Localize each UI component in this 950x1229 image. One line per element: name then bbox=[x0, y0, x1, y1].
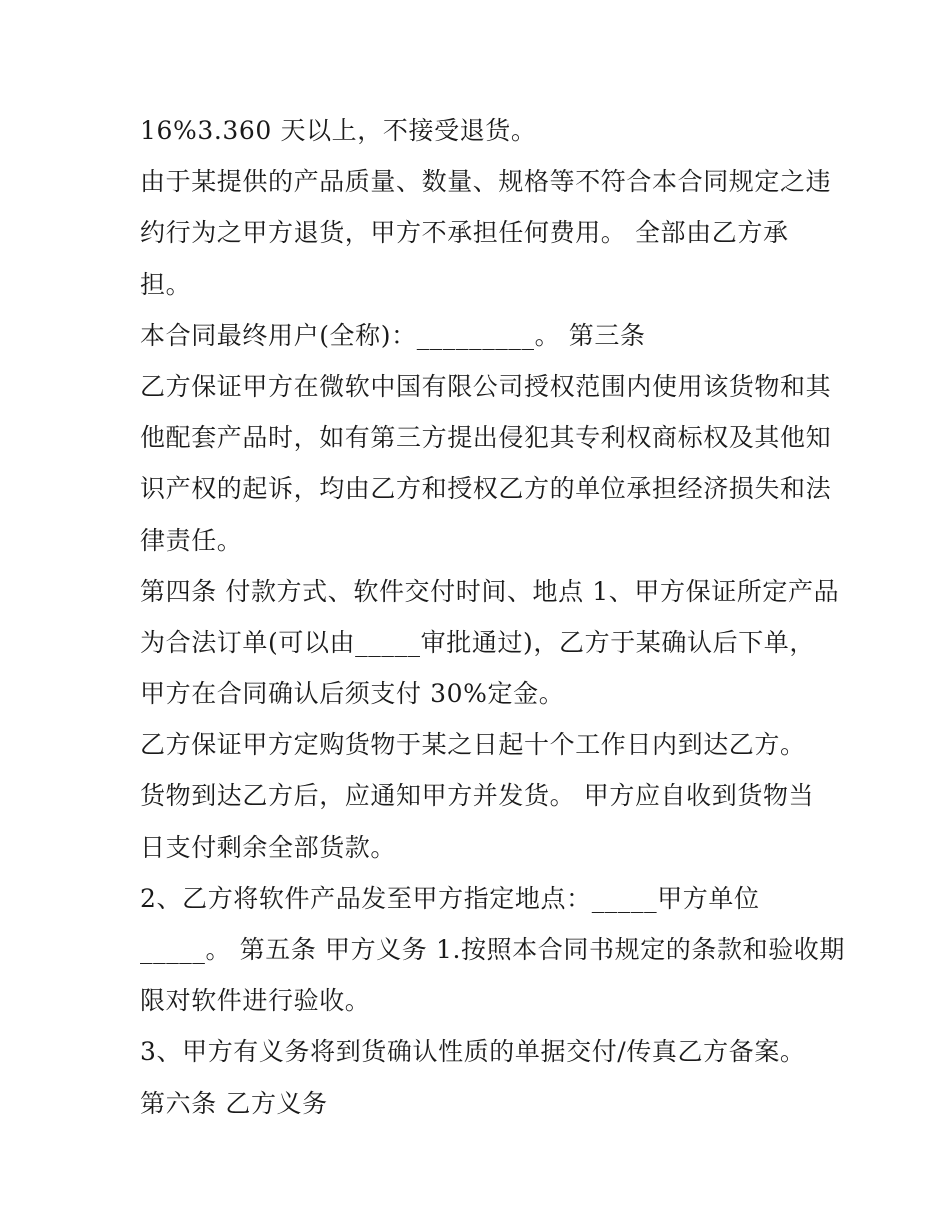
text-line: 为合法订单(可以由_____审批通过)，乙方于某确认后下单， bbox=[140, 627, 816, 657]
text-line: 第四条 付款方式、软件交付时间、地点 1、甲方保证所定产品 bbox=[140, 576, 840, 606]
text-line: 律责任。 bbox=[140, 525, 243, 555]
text-line: 甲方在合同确认后须支付 30%定金。 bbox=[140, 679, 565, 709]
text-line: 本合同最终用户(全称)：_________。 第三条 bbox=[140, 320, 646, 350]
text-line: 识产权的起诉，均由乙方和授权乙方的单位承担经济损失和法 bbox=[140, 474, 832, 504]
text-line: 2、乙方将软件产品发至甲方指定地点：_____甲方单位 bbox=[140, 883, 760, 913]
contract-body bbox=[140, 105, 845, 1129]
text-line: 16%3.360 天以上，不接受退货。 bbox=[140, 116, 537, 145]
text-line: 担。 bbox=[140, 269, 192, 299]
text-line: 乙方保证甲方在微软中国有限公司授权范围内使用该货物和其 bbox=[140, 371, 832, 401]
text-line: _____。 第五条 甲方义务 1.按照本合同书规定的条款和验收期 bbox=[140, 935, 845, 964]
text-line: 他配套产品时，如有第三方提出侵犯其专利权商标权及其他知 bbox=[140, 423, 832, 453]
text-line: 日支付剩余全部货款。 bbox=[140, 832, 397, 862]
text-line: 由于某提供的产品质量、数量、规格等不符合本合同规定之违 bbox=[140, 167, 832, 197]
text-line: 约行为之甲方退货，甲方不承担任何费用。 全部由乙方承 bbox=[140, 218, 789, 248]
text-line: 限对软件进行验收。 bbox=[140, 986, 371, 1016]
text-line: 乙方保证甲方定购货物于某之日起十个工作日内到达乙方。 bbox=[140, 730, 806, 760]
text-line: 货物到达乙方后，应通知甲方并发货。 甲方应自收到货物当 bbox=[140, 781, 815, 811]
text-line: 第六条 乙方义务 bbox=[140, 1088, 328, 1118]
text-line: 3、甲方有义务将到货确认性质的单据交付/传真乙方备案。 bbox=[140, 1037, 806, 1067]
